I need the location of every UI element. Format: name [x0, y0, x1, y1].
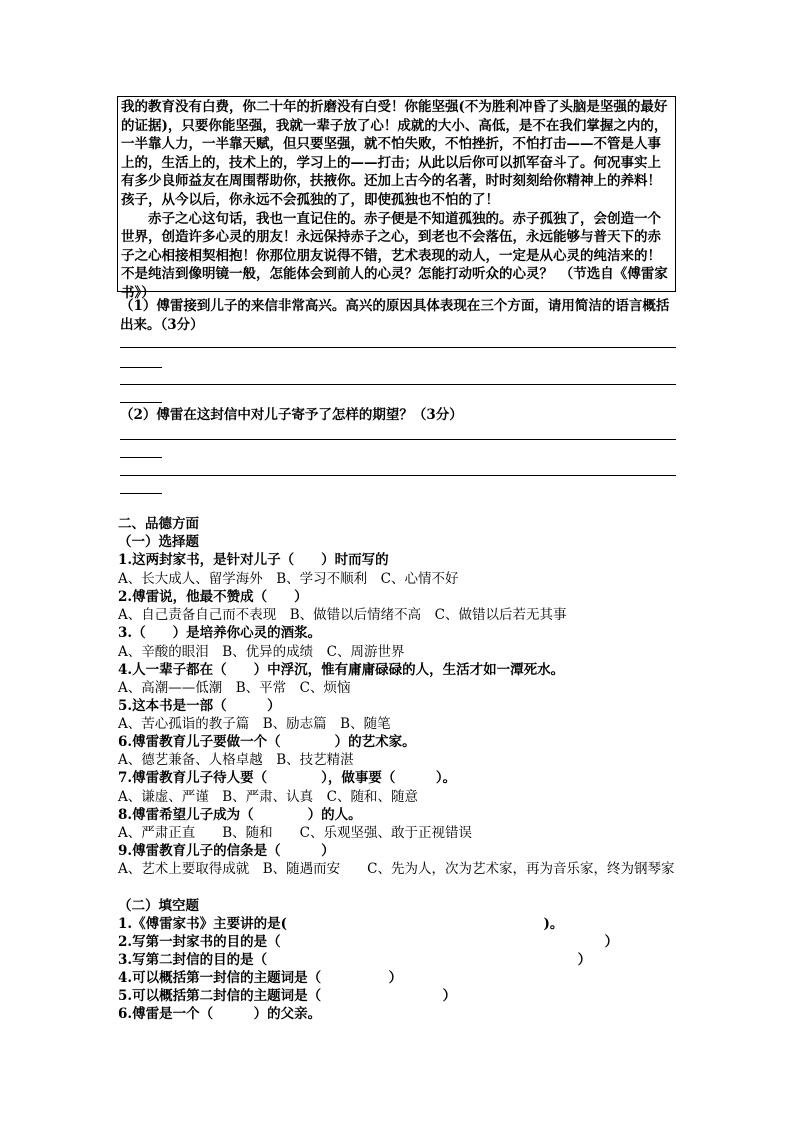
choice-question: 7.傅雷教育儿子待人要（ ），做事要（ ）。 [118, 770, 457, 786]
choice-options: A、长大成人、留学海外 B、学习不顺利 C、心情不好 [118, 571, 459, 587]
fill-question: 3.写第二封信的目的是（ ） [118, 952, 592, 968]
answer-line[interactable] [120, 402, 162, 403]
answer-line[interactable] [120, 475, 676, 476]
choice-question: 9.傅雷教育儿子的信条是（ ） [118, 843, 335, 859]
answer-line[interactable] [120, 439, 676, 440]
choice-question: 8.傅雷希望儿子成为（ ）的人。 [118, 807, 362, 823]
choice-question: 6.傅雷教育儿子要做一个（ ）的艺术家。 [118, 734, 416, 750]
subsection-heading-choice: （一）选择题 [118, 534, 199, 550]
fill-question: 6.傅雷是一个（ ）的父亲。 [118, 1006, 322, 1022]
answer-line[interactable] [120, 493, 162, 494]
fill-question: 5.可以概括第二封信的主题词是（ ） [118, 988, 457, 1004]
reading-passage-box [117, 96, 676, 301]
choice-question: 2.傅雷说，他最不赞成（ ） [118, 589, 308, 605]
choice-options: A、艺术上要取得成就 B、随遇而安 C、先为人，次为艺术家，再为音乐家，终为钢琴家 [118, 861, 675, 877]
question-1: （1）傅雷接到儿子的来信非常高兴。高兴的原因具体表现在三个方面，请用简洁的语言概括出来。（3分） [120, 298, 670, 333]
passage-paragraph-1: 我的教育没有白费，你二十年的折磨没有白受！你能坚强(不为胜利冲昏了头脑是坚强的最好的证据)，只要你能坚强，我就一辈子放了心！成就的大小、高低，是不在我们掌握之内的，一半靠人力，一半靠天赋，但只要坚强，就不怕失败，不怕挫折，不怕打击——不管是人事上的，生活上的，技术上的，学习上的——打击；从此以后你可以抓军奋斗了。何况事实上有多少良师益友在周围帮助你，扶掖你。还加上古今的名著，时时刻刻给你精神上的养料！孩子，从今以后，你永远不会孤独的了，即使孤独也不怕的了！ [121, 99, 668, 208]
choice-options: A、德艺兼备、人格卓越 B、技艺精湛 [118, 752, 354, 768]
fill-question: 1.《傅雷家书》主要讲的是( )。 [118, 916, 564, 932]
answer-line[interactable] [120, 384, 676, 385]
answer-line[interactable] [120, 367, 162, 368]
choice-question: 1.这两封家书，是针对儿子（ ）时而写的 [118, 552, 389, 568]
choice-options: A、苦心孤诣的教子篇 B、励志篇 B、随笔 [118, 716, 391, 732]
subsection-heading-fill: （二）填空题 [118, 898, 199, 914]
answer-line[interactable] [120, 347, 676, 348]
choice-options: A、自己责备自己而不表现 B、做错以后情绪不高 C、做错以后若无其事 [118, 607, 567, 623]
answer-line[interactable] [120, 457, 162, 458]
passage-paragraph-2: 赤子之心这句话，我也一直记住的。赤子便是不知道孤独的。赤子孤独了，会创造一个世界，创造许多心灵的朋友！永远保持赤子之心，到老也不会落伍，永远能够与普天下的赤子之心相接相契相抱！你那位朋友说得不错，艺术表现的动人，一定是从心灵的纯洁来的！不是纯洁到像明镜一般，怎能体会到前人的心灵？怎能打动听众的心灵？ （节选自《傅雷家书》） [121, 210, 668, 301]
choice-question: 3.（ ）是培养你心灵的酒浆。 [118, 625, 322, 641]
fill-question: 2.写第一封家书的目的是（ ） [118, 934, 619, 950]
choice-options: A、谦虚、严谨 B、严肃、认真 C、随和、随意 [118, 789, 418, 805]
fill-question: 4.可以概括第一封信的主题词是（ ） [118, 970, 403, 986]
choice-options: A、严肃正直 B、随和 C、乐观坚强、敢于正视错误 [118, 825, 472, 841]
section-heading: 二、品德方面 [118, 516, 199, 532]
choice-options: A、辛酸的眼泪 B、优异的成绩 C、周游世界 [118, 644, 405, 660]
choice-options: A、高潮——低潮 B、平常 C、烦恼 [118, 680, 351, 696]
question-2: （2）傅雷在这封信中对儿子寄予了怎样的期望？（3分） [120, 407, 463, 423]
choice-question: 5.这本书是一部（ ） [118, 698, 281, 714]
choice-question: 4.人一辈子都在（ ）中浮沉，惟有庸庸碌碌的人，生活才如一潭死水。 [118, 662, 565, 678]
